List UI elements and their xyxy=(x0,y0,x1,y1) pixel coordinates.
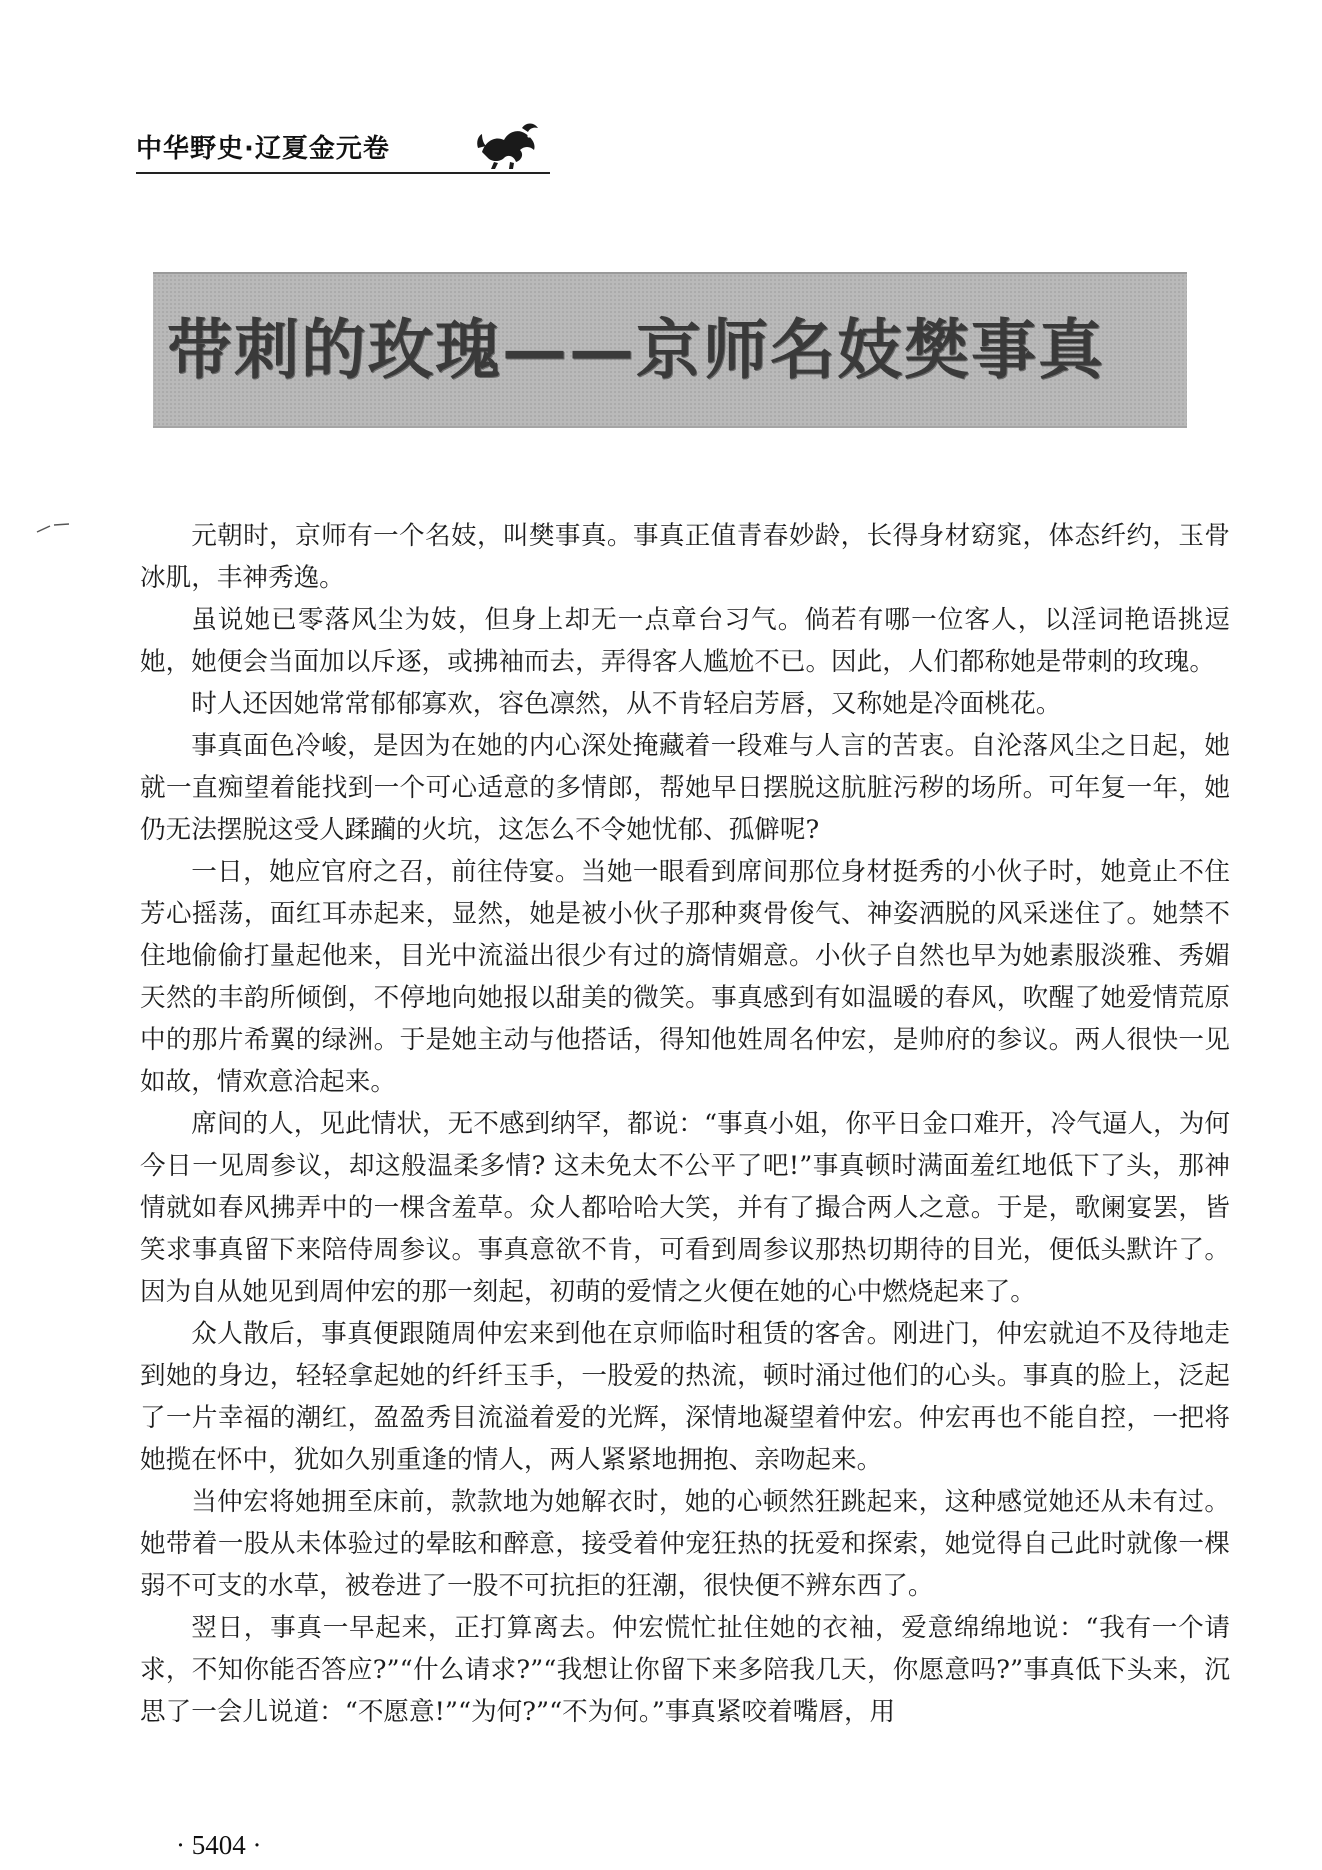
paragraph: 众人散后，事真便跟随周仲宏来到他在京师临时租赁的客舍。刚进门，仲宏就迫不及待地走到她的身边，轻轻拿起她的纤纤玉手，一股爱的热流，顿时涌过他们的心头。事真的脸上，泛起了一片幸福的潮红，盈盈秀目流溢着爱的光辉，深情地凝望着仲宏。仲宏再也不能自控，一把将她揽在怀中，犹如久别重逢的情人，两人紧紧地拥抱、亲吻起来。 xyxy=(140,1319,1230,1475)
margin-mark xyxy=(36,522,70,534)
paragraph: 事真面色冷峻，是因为在她的内心深处掩藏着一段难与人言的苦衷。自沦落风尘之日起，她就一直痴望着能找到一个可心适意的多情郎，帮她早日摆脱这肮脏污秽的场所。可年复一年，她仍无法摆脱这受人蹂躏的火坑，这怎么不令她忧郁、孤僻呢? xyxy=(140,731,1230,845)
page-number: · 5404 · xyxy=(176,1830,262,1860)
title-banner xyxy=(153,272,1187,428)
paragraph: 虽说她已零落风尘为妓，但身上却无一点章台习气。倘若有哪一位客人，以淫词艳语挑逗她，她便会当面加以斥逐，或拂袖而去，弄得客人尴尬不已。因此，人们都称她是带刺的玫瑰。 xyxy=(140,605,1230,677)
header-rule xyxy=(136,172,550,174)
paragraph: 一日，她应官府之召，前往侍宴。当她一眼看到席间那位身材挺秀的小伙子时，她竟止不住芳心摇荡，面红耳赤起来，显然，她是被小伙子那种爽骨俊气、神姿洒脱的风采迷住了。她禁不住地偷偷打量起他来，目光中流溢出很少有过的旖情媚意。小伙子自然也早为她素服淡雅、秀媚天然的丰韵所倾倒，不停地向她报以甜美的微笑。事真感到有如温暖的春风，吹醒了她爱情荒原中的那片希翼的绿洲。于是她主动与他搭话，得知他姓周名仲宏，是帅府的参议。两人很快一见如故，情欢意洽起来。 xyxy=(140,857,1230,1097)
paragraph: 时人还因她常常郁郁寡欢，容色凛然，从不肯轻启芳唇，又称她是冷面桃花。 xyxy=(191,689,1062,719)
paragraph: 席间的人，见此情状，无不感到纳罕，都说：“事真小姐，你平日金口难开，冷气逼人，为何今日一见周参议，却这般温柔多情? 这未免太不公平了吧!”事真顿时满面羞红地低下了头，那神情就如春风拂弄中的一棵含羞草。众人都哈哈大笑，并有了撮合两人之意。于是，歌阑宴罢，皆笑求事真留下来陪侍周参议。事真意欲不肯，可看到周参议那热切期待的目光，便低头默许了。因为自从她见到周仲宏的那一刻起，初萌的爱情之火便在她的心中燃烧起来了。 xyxy=(140,1109,1230,1307)
paragraph: 当仲宏将她拥至床前，款款地为她解衣时，她的心顿然狂跳起来，这种感觉她还从未有过。她带着一股从未体验过的晕眩和醉意，接受着仲宠狂热的抚爱和探索，她觉得自己此时就像一棵弱不可支的水草，被卷进了一股不可抗拒的狂潮，很快便不辨东西了。 xyxy=(140,1487,1230,1601)
article-body xyxy=(140,515,1230,1733)
paragraph: 元朝时，京师有一个名妓，叫樊事真。事真正值青春妙龄，长得身材窈窕，体态纤约，玉骨冰肌，丰神秀逸。 xyxy=(140,521,1230,593)
running-title: 中华野史·辽夏金元卷 xyxy=(136,134,390,164)
running-header xyxy=(136,118,546,172)
paragraph: 翌日，事真一早起来，正打算离去。仲宏慌忙扯住她的衣袖，爱意绵绵地说：“我有一个请求，不知你能否答应?”“什么请求?”“我想让你留下来多陪我几天，你愿意吗?”事真低下头来，沉思了一会儿说道：“不愿意!”“为何?”“不为何。”事真紧咬着嘴唇，用 xyxy=(140,1613,1230,1727)
article-title: 带刺的玫瑰——京师名妓樊事真 xyxy=(167,312,1106,388)
ornamental-beast-icon xyxy=(474,118,546,170)
